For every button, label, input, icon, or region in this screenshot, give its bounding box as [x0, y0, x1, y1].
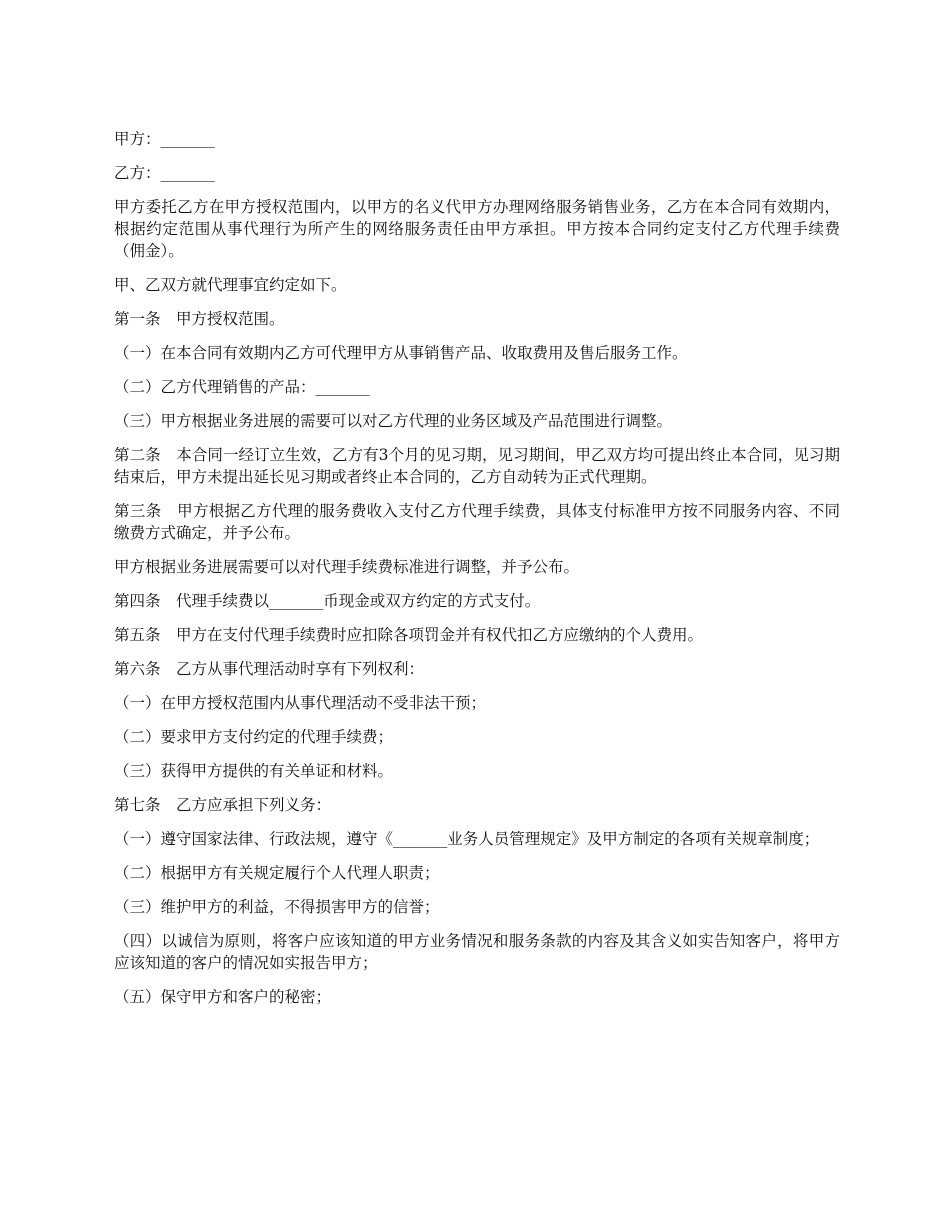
preamble-paragraph: 甲方委托乙方在甲方授权范围内，以甲方的名义代甲方办理网络服务销售业务，乙方在本合同有效期内，根据约定范围从事代理行为所产生的网络服务责任由甲方承担。甲方按本合同约定支付乙方代理手续费（佣金）。 [114, 198, 840, 260]
article-3-adjustment: 甲方根据业务进展需要可以对代理手续费标准进行调整，并予公布。 [114, 558, 580, 576]
article-6-item-3: （三）获得甲方提供的有关单证和材料。 [114, 762, 394, 780]
contract-body [114, 128, 840, 1020]
article-6-item-1: （一）在甲方授权范围内从事代理活动不受非法干预； [114, 694, 487, 712]
party-b-line: 乙方：_______ [114, 164, 215, 182]
article-1-item-3: （三）甲方根据业务进展的需要可以对乙方代理的业务区域及产品范围进行调整。 [114, 412, 673, 430]
article-5: 第五条 甲方在支付代理手续费时应扣除各项罚金并有权代扣乙方应缴纳的个人费用。 [114, 626, 704, 644]
article-4: 第四条 代理手续费以_______币现金或双方约定的方式支付。 [114, 592, 541, 610]
article-7-item-3: （三）维护甲方的利益，不得损害甲方的信誉； [114, 898, 440, 916]
article-7-item-4: （四）以诚信为原则，将客户应该知道的甲方业务情况和服务条款的内容及其含义如实告知客户，将甲方应该知道的客户的情况如实报告甲方； [114, 932, 840, 972]
article-6-heading: 第六条 乙方从事代理活动时享有下列权利： [114, 660, 425, 678]
article-1-item-1: （一）在本合同有效期内乙方可代理甲方从事销售产品、收取费用及售后服务工作。 [114, 344, 688, 362]
agreement-intro: 甲、乙双方就代理事宜约定如下。 [114, 276, 347, 294]
article-7-heading: 第七条 乙方应承担下列义务： [114, 796, 332, 814]
article-6-item-2: （二）要求甲方支付约定的代理手续费； [114, 728, 394, 746]
article-3: 第三条 甲方根据乙方代理的服务费收入支付乙方代理手续费，具体支付标准甲方按不同服务内容、不同缴费方式确定，并予公布。 [114, 502, 840, 542]
article-7-item-5: （五）保守甲方和客户的秘密； [114, 988, 332, 1006]
article-1-item-2: （二）乙方代理销售的产品：_______ [114, 378, 370, 396]
article-2: 第二条 本合同一经订立生效，乙方有3个月的见习期，见习期间，甲乙双方均可提出终止本合同，见习期结束后，甲方未提出延长见习期或者终止本合同的，乙方自动转为正式代理期。 [114, 446, 840, 486]
article-7-item-1: （一）遵守国家法律、行政法规，遵守《_______业务人员管理规定》及甲方制定的各项有关规章制度； [114, 830, 820, 848]
party-a-line: 甲方：_______ [114, 130, 215, 148]
article-7-item-2: （二）根据甲方有关规定履行个人代理人职责； [114, 864, 440, 882]
article-1-heading: 第一条 甲方授权范围。 [114, 310, 285, 328]
